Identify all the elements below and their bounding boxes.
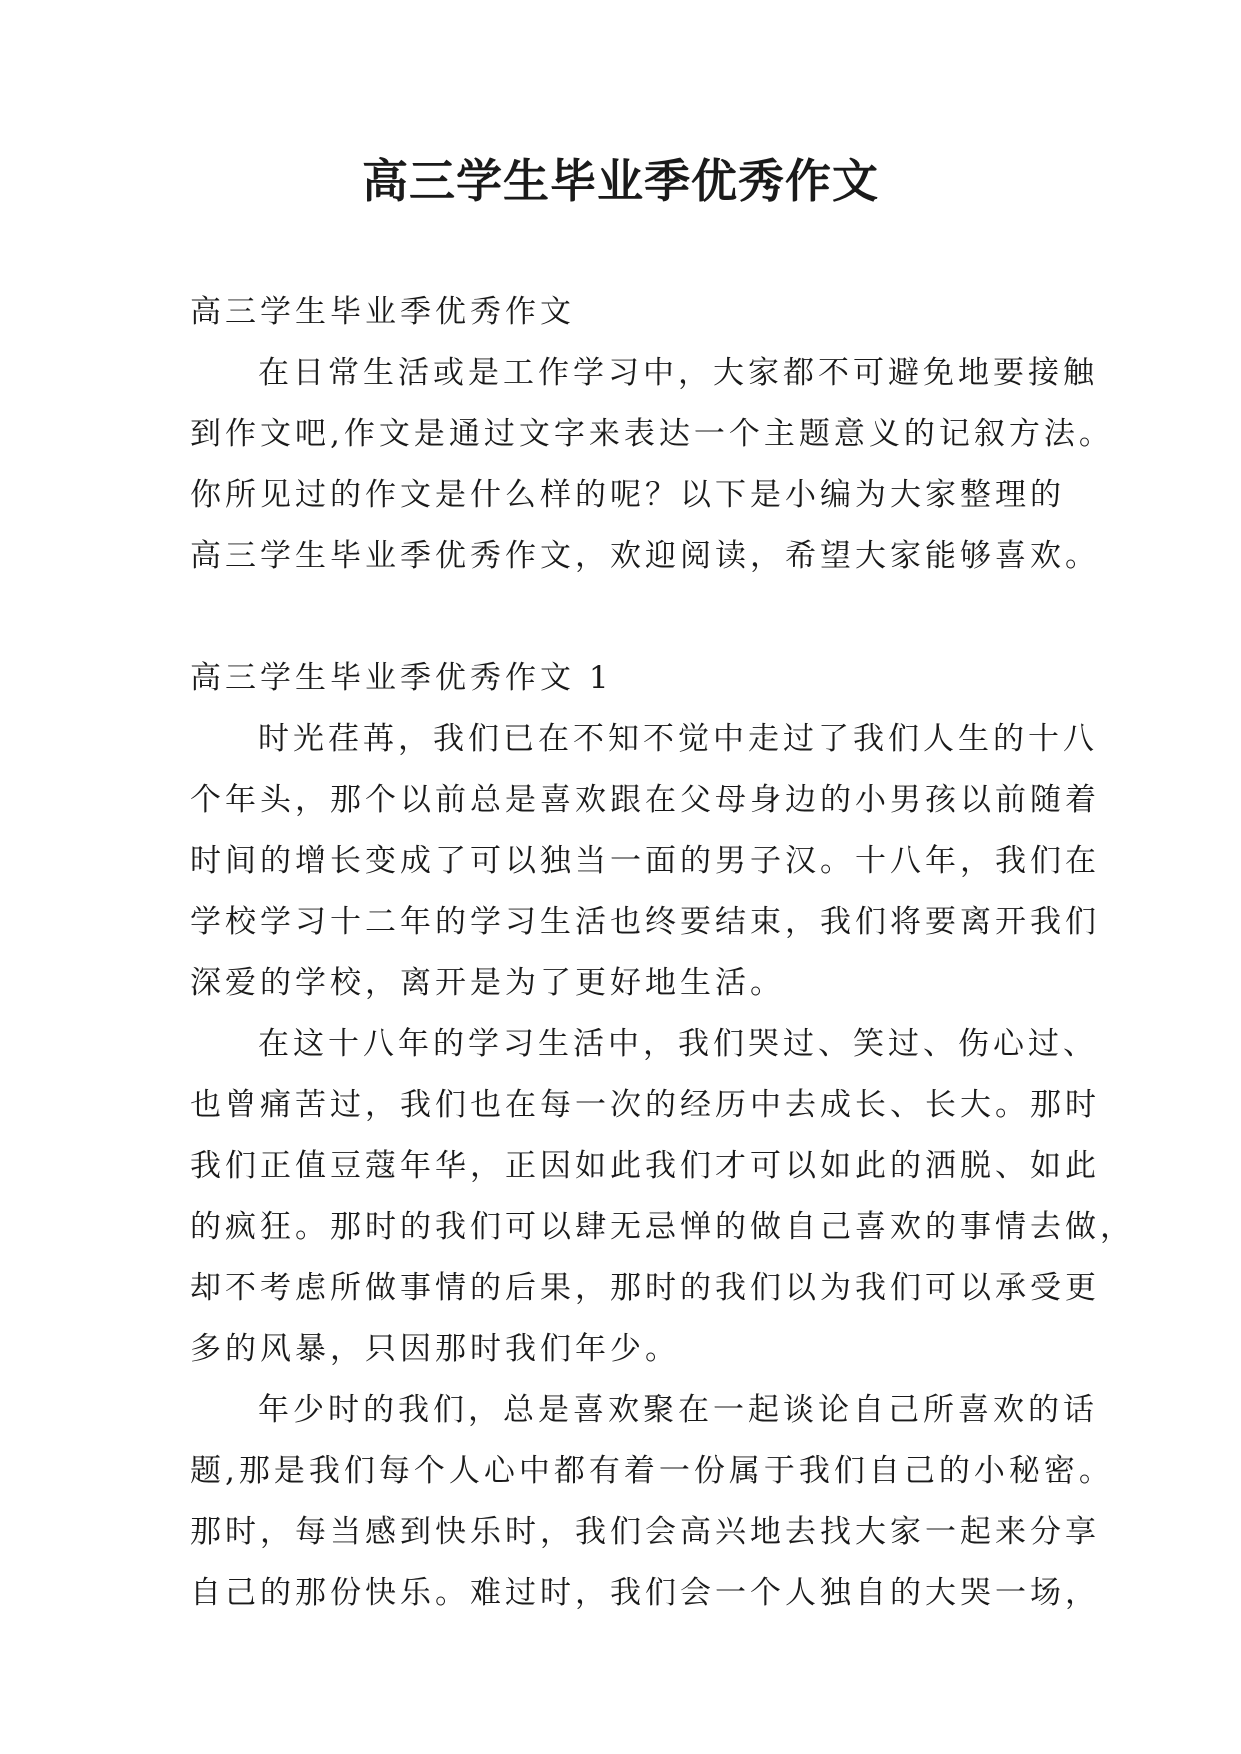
intro-line: 到作文吧,作文是通过文字来表达一个主题意义的记叙方法。 <box>190 416 1114 452</box>
intro-heading: 高三学生毕业季优秀作文 <box>190 294 575 330</box>
essay1-paragraph2-line: 的疯狂。那时的我们可以肆无忌惮的做自己喜欢的事情去做， <box>190 1209 1135 1245</box>
essay1-paragraph2-line: 也曾痛苦过，我们也在每一次的经历中去成长、长大。那时 <box>190 1087 1100 1123</box>
essay1-paragraph1-line: 深爱的学校，离开是为了更好地生活。 <box>190 965 785 1001</box>
essay1-paragraph3-line: 年少时的我们，总是喜欢聚在一起谈论自己所喜欢的话 <box>258 1392 1098 1428</box>
essay1-paragraph3-line: 那时，每当感到快乐时，我们会高兴地去找大家一起来分享 <box>190 1514 1100 1550</box>
essay1-paragraph2-line: 多的风暴，只因那时我们年少。 <box>190 1331 680 1367</box>
section-spacer <box>190 587 1060 648</box>
essay1-paragraph2-line: 我们正值豆蔻年华，正因如此我们才可以如此的洒脱、如此 <box>190 1148 1100 1184</box>
intro-line: 你所见过的作文是什么样的呢？以下是小编为大家整理的 <box>190 477 1065 513</box>
essay1-paragraph1-line: 时间的增长变成了可以独当一面的男子汉。十八年，我们在 <box>190 843 1100 879</box>
intro-line: 高三学生毕业季优秀作文，欢迎阅读，希望大家能够喜欢。 <box>190 538 1100 574</box>
intro-line: 在日常生活或是工作学习中，大家都不可避免地要接触 <box>258 355 1098 391</box>
essay1-paragraph3-line: 题,那是我们每个人心中都有着一份属于我们自己的小秘密。 <box>190 1453 1114 1489</box>
essay1-paragraph1-line: 学校学习十二年的学习生活也终要结束，我们将要离开我们 <box>190 904 1100 940</box>
essay1-paragraph2-line: 却不考虑所做事情的后果，那时的我们以为我们可以承受更 <box>190 1270 1100 1306</box>
document-body <box>190 282 1135 1624</box>
essay1-paragraph1-line: 时光荏苒，我们已在不知不觉中走过了我们人生的十八 <box>258 721 1098 757</box>
essay1-heading: 高三学生毕业季优秀作文 1 <box>190 660 613 696</box>
essay1-paragraph2-line: 在这十八年的学习生活中，我们哭过、笑过、伤心过、 <box>258 1026 1098 1062</box>
essay1-paragraph3-line: 自己的那份快乐。难过时，我们会一个人独自的大哭一场， <box>190 1575 1100 1611</box>
essay1-paragraph1-line: 个年头，那个以前总是喜欢跟在父母身边的小男孩以前随着 <box>190 782 1100 818</box>
document-title: 高三学生毕业季优秀作文 <box>362 154 879 208</box>
